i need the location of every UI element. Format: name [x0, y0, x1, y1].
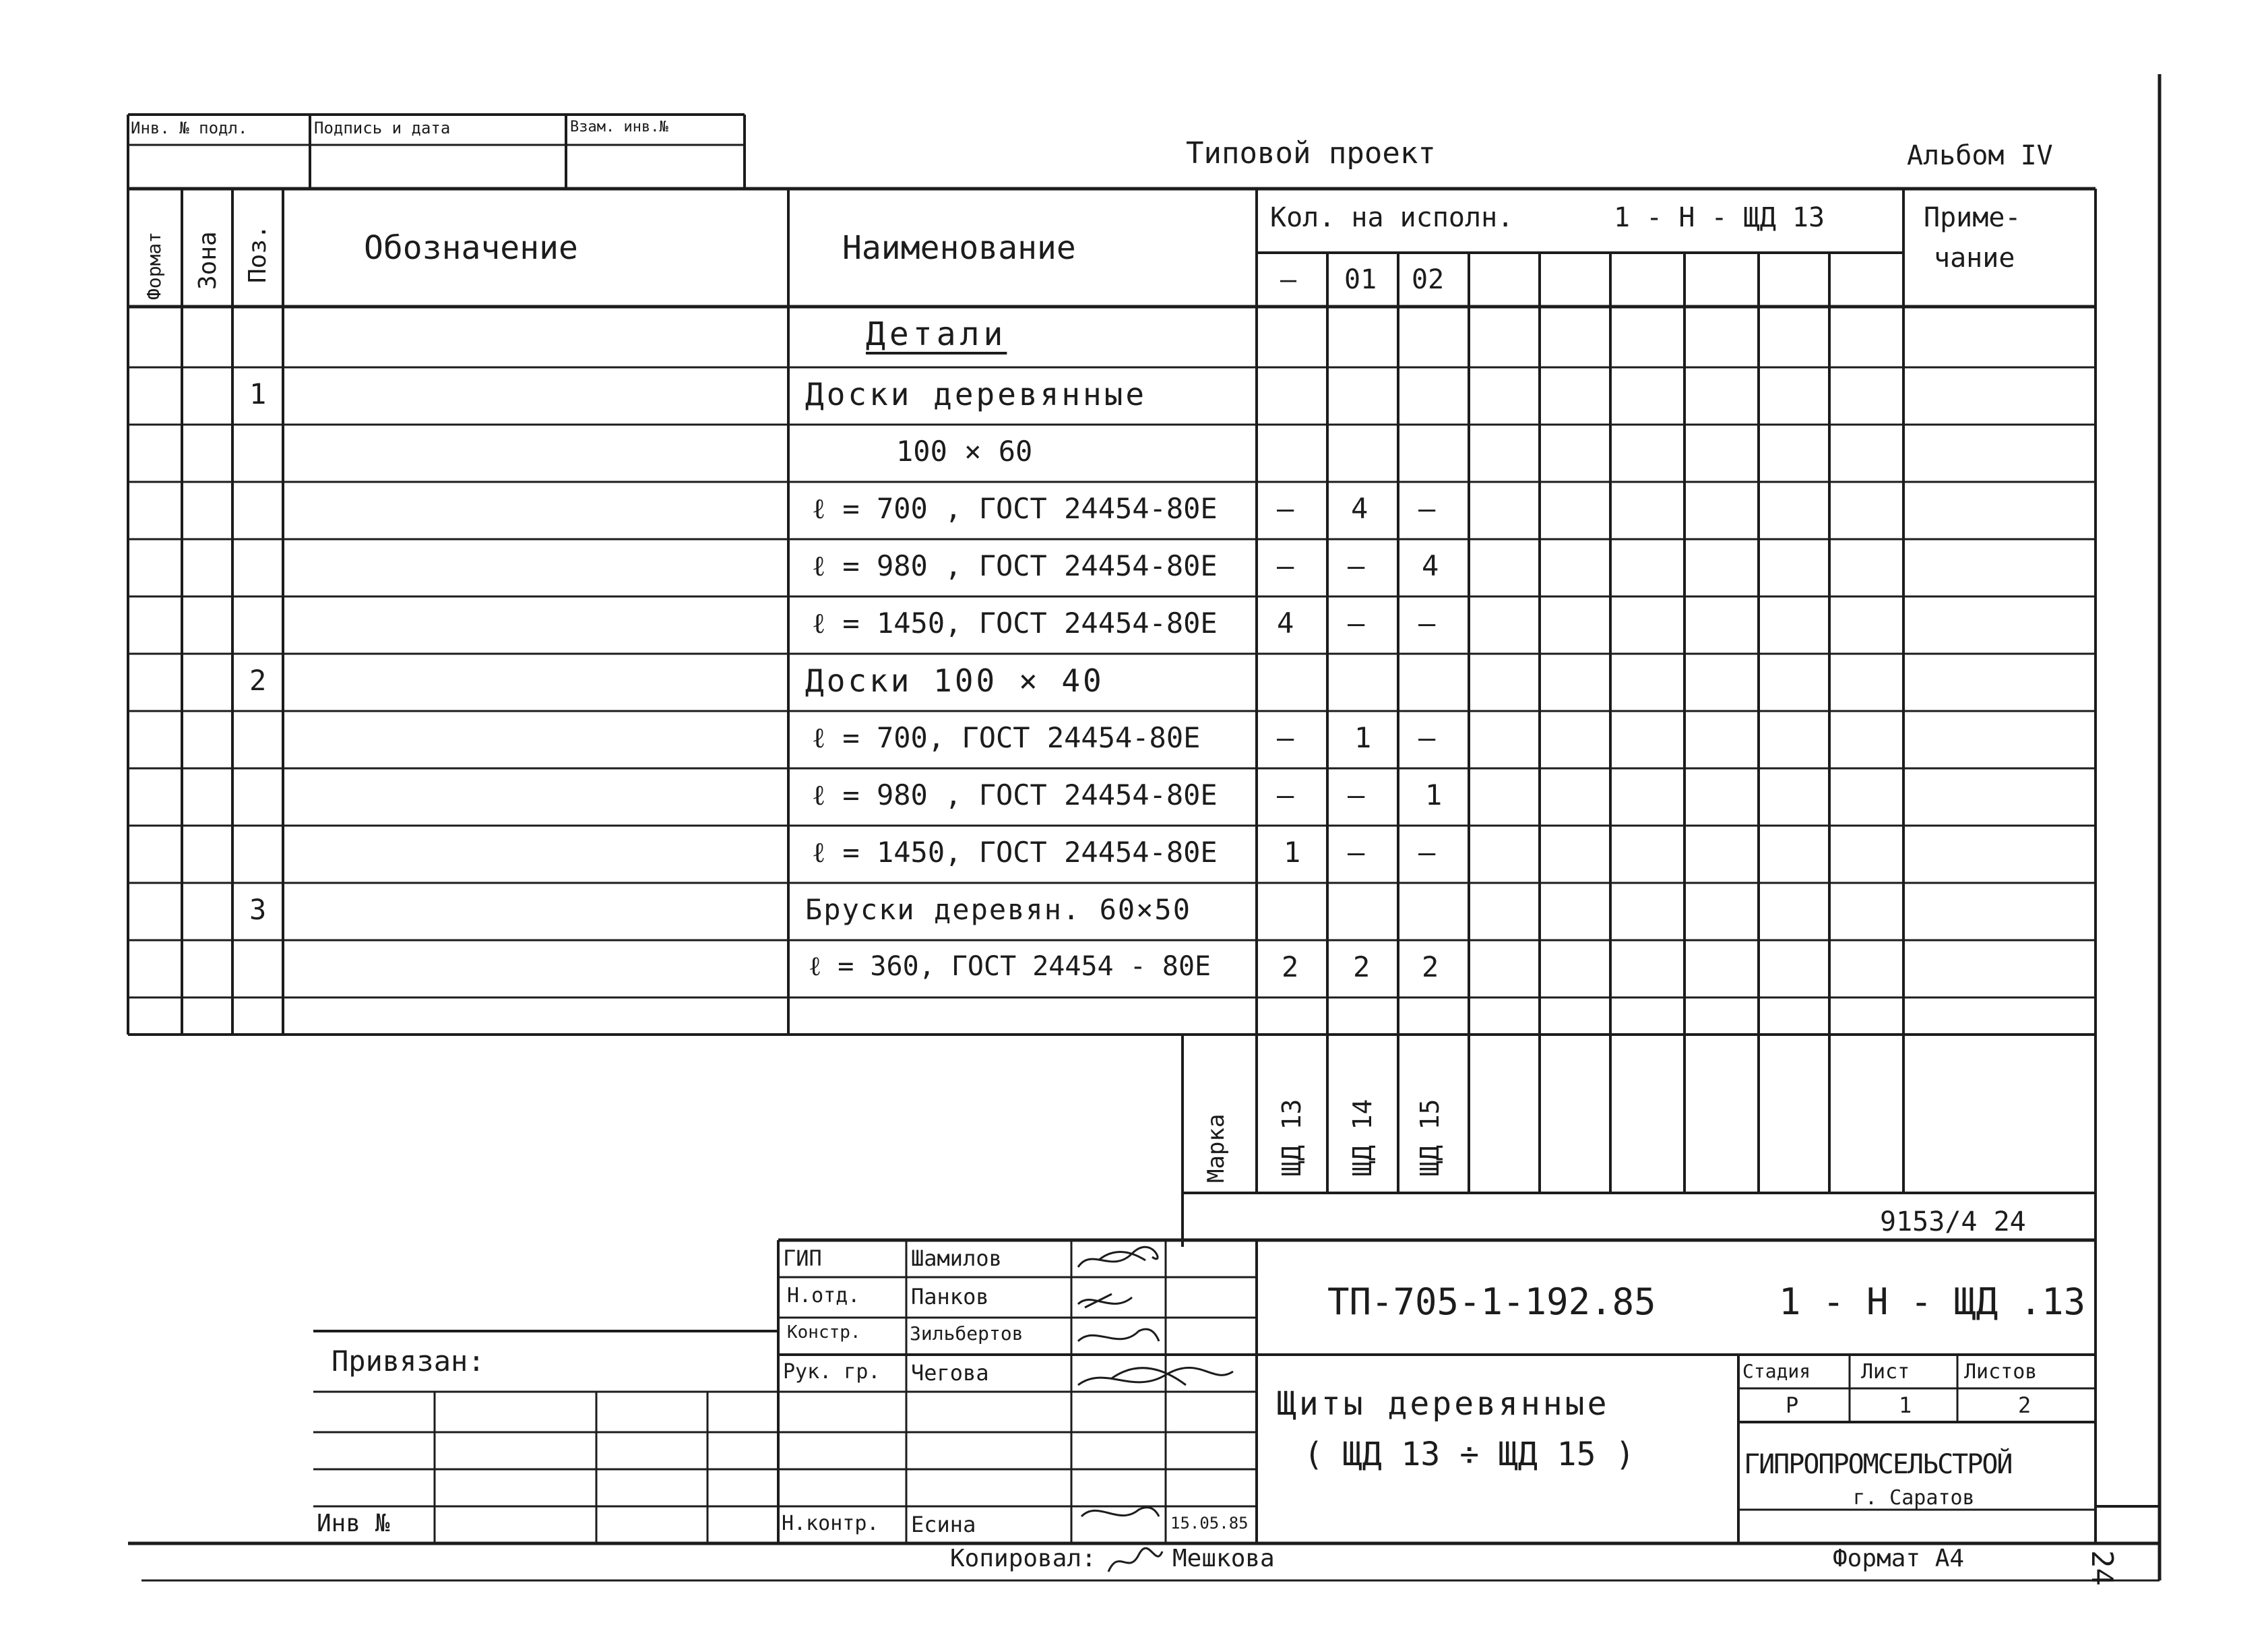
list-label: Лист — [1861, 1360, 1910, 1384]
col-primechanie-1: Приме- — [1924, 202, 2021, 233]
row-11-name: ℓ = 360, ГОСТ 24454 - 80Е — [809, 951, 1211, 982]
col-primechanie-2: чание — [1934, 243, 2015, 274]
role-ruk-gr: Рук. гр. — [783, 1360, 881, 1384]
row-11-q2: 2 — [1353, 950, 1371, 983]
row-6-name: Доски 100 × 40 — [805, 663, 1104, 699]
row-9-q2: — — [1348, 836, 1365, 869]
inv-no-label: Инв № — [317, 1510, 390, 1537]
org-name: ГИПРОПРОМСЕЛЬСТРОЙ — [1744, 1449, 2012, 1480]
row-3-name: ℓ = 700 , ГОСТ 24454-80Е — [812, 492, 1218, 525]
row-6-poz: 2 — [249, 664, 267, 697]
signatures — [1071, 1240, 1260, 1543]
col-kol-header: Кол. на исполн. — [1270, 202, 1514, 233]
row-8-name: ℓ = 980 , ГОСТ 24454-80Е — [812, 778, 1218, 811]
row-11-q3: 2 — [1422, 950, 1439, 983]
marka-1: ЩД 13 — [1277, 1099, 1306, 1176]
col-oboznachenie: Обозначение — [364, 229, 578, 267]
row-8-q3: 1 — [1425, 778, 1443, 811]
row-3-q1: — — [1277, 492, 1294, 525]
row-9-q1: 1 — [1284, 836, 1301, 869]
privyazan-label: Привязан: — [332, 1345, 485, 1378]
name-nach-otd: Панков — [911, 1284, 989, 1310]
row-7-q3: — — [1418, 721, 1436, 754]
col-poz: Поз. — [244, 224, 272, 283]
row-7-q1: — — [1277, 721, 1294, 754]
row-4-name: ℓ = 980 , ГОСТ 24454-80Е — [812, 549, 1218, 582]
date-n-kontr: 15.05.85 — [1170, 1514, 1249, 1533]
copier-signature — [1105, 1545, 1166, 1578]
doc-code: 1 - Н - ЩД .13 — [1779, 1281, 2086, 1323]
row-4-q1: — — [1277, 549, 1294, 582]
row-2-name: 100 × 60 — [896, 435, 1033, 468]
sheet-ref: 9153/4 24 — [1880, 1206, 2026, 1237]
row-5-q2: — — [1348, 607, 1365, 640]
col-sub-3: 02 — [1412, 264, 1445, 295]
role-konstr: Констр. — [787, 1322, 861, 1343]
row-8-q2: — — [1348, 778, 1365, 811]
row-9-name: ℓ = 1450, ГОСТ 24454-80Е — [812, 836, 1218, 869]
header-title: Типовой проект — [1186, 136, 1436, 171]
row-1-name: Доски деревянные — [805, 376, 1147, 412]
footer-format: Формат А4 — [1833, 1545, 1965, 1572]
col-sub-1: — — [1280, 264, 1297, 295]
stadiya-value: Р — [1786, 1392, 1799, 1418]
row-4-q3: 4 — [1422, 549, 1439, 582]
doc-title-2: ( ЩД 13 ÷ ЩД 15 ) — [1304, 1436, 1635, 1473]
row-7-name: ℓ = 700, ГОСТ 24454-80Е — [812, 721, 1201, 754]
row-3-q2: 4 — [1351, 492, 1368, 525]
role-n-kontr: Н.контр. — [782, 1512, 879, 1535]
row-10-name: Бруски деревян. 60×50 — [805, 893, 1192, 926]
row-11-q1: 2 — [1282, 950, 1299, 983]
row-9-q3: — — [1418, 836, 1436, 869]
row-8-q1: — — [1277, 778, 1294, 811]
row-5-q1: 4 — [1277, 607, 1294, 640]
marka-3: ЩД 15 — [1415, 1099, 1445, 1176]
marka-2: ЩД 14 — [1348, 1099, 1377, 1176]
row-1-poz: 1 — [249, 377, 267, 410]
name-konstr: Зильбертов — [910, 1322, 1023, 1345]
col-sub-2: 01 — [1344, 264, 1377, 295]
project-code: ТП-705-1-192.85 — [1327, 1281, 1656, 1323]
listov-label: Листов — [1964, 1360, 2038, 1384]
header-album: Альбом IV — [1907, 140, 2053, 171]
row-7-q2: 1 — [1354, 721, 1372, 754]
footer-copied: Копировал: — [950, 1545, 1096, 1572]
role-nach-otd: Н.отд. — [787, 1284, 860, 1307]
col-naimenovanie: Наименование — [842, 229, 1076, 267]
row-4-q2: — — [1348, 549, 1365, 582]
row-3-q3: — — [1418, 492, 1436, 525]
name-ruk-gr: Чегова — [911, 1360, 989, 1386]
col-kol-code: 1 - Н - ЩД 13 — [1614, 202, 1825, 233]
row-10-poz: 3 — [249, 893, 267, 926]
page-number: 24 — [2085, 1550, 2119, 1586]
marka-label: Марка — [1203, 1113, 1230, 1183]
col-format: Формат — [143, 231, 165, 300]
col-zona: Зона — [194, 231, 222, 290]
stamp-inv-podl: Инв. № подл. — [131, 119, 248, 137]
row-5-name: ℓ = 1450, ГОСТ 24454-80Е — [812, 607, 1218, 640]
row-0-name: Детали — [866, 315, 1007, 353]
org-city: г. Саратов — [1853, 1486, 1975, 1510]
row-5-q3: — — [1418, 607, 1436, 640]
listov-value: 2 — [2018, 1392, 2031, 1418]
name-n-kontr: Есина — [911, 1512, 976, 1537]
role-gip: ГИП — [783, 1245, 822, 1271]
footer-copier: Мешкова — [1172, 1545, 1275, 1572]
stadiya-label: Стадия — [1742, 1360, 1811, 1382]
stamp-podpis-data: Подпись и дата — [314, 119, 451, 137]
list-value: 1 — [1899, 1392, 1912, 1418]
name-gip: Шамилов — [911, 1245, 1002, 1271]
doc-title-1: Щиты деревянные — [1277, 1385, 1610, 1423]
stamp-vzam-inv: Взам. инв.№ — [570, 119, 668, 135]
